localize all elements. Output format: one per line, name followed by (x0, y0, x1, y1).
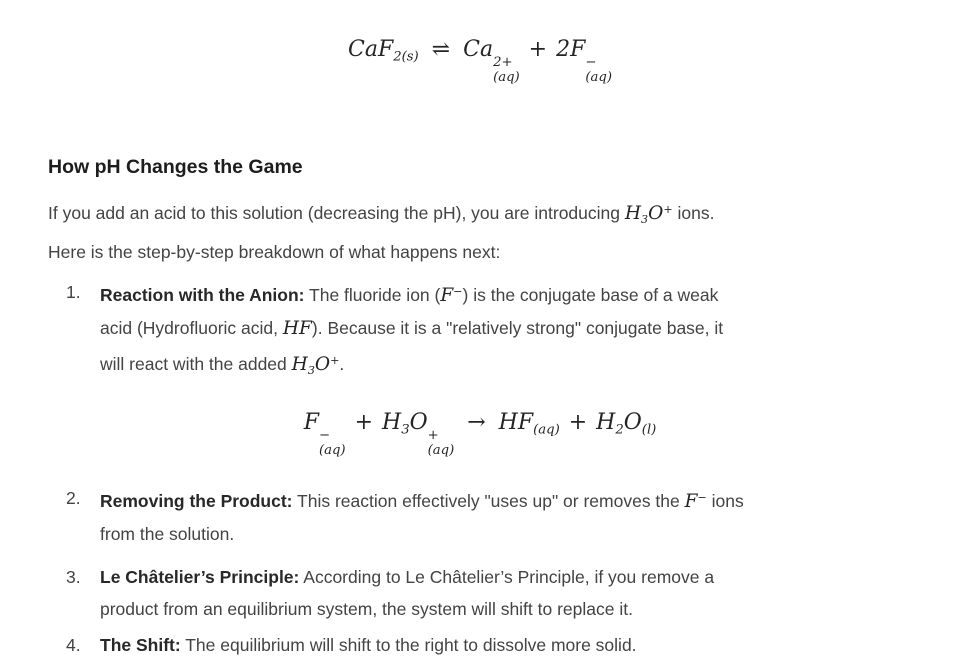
item1-line-2: acid (Hydrofluoric acid, HF). Because it is a "relatively strong" conjugate base, it (100, 317, 724, 339)
formula-fluoride-ion: F − (aq) (303, 409, 346, 459)
equilibrium-harpoons-symbol: ⇌ (431, 37, 451, 62)
reaction-arrow-symbol: → (467, 409, 486, 435)
plus-symbol: + (568, 409, 588, 435)
section-heading: How pH Changes the Game (48, 155, 303, 178)
item1-line-1: Reaction with the Anion: The fluoride ion (F−) is the conjugate base of a weak (100, 284, 719, 306)
equation-neutralization (48, 403, 912, 459)
formula-caf2: CaF$_{2(s)}$ (348, 37, 419, 65)
item4-lead: The Shift: (100, 635, 181, 656)
intro-line-1: If you add an acid to this solution (decreasing the pH), you are introducing $H_3O^+$ ions. (48, 202, 715, 226)
formula-hydronium-ion: $H_3O$ + (aq) (382, 409, 455, 459)
inline-math-hf: HF (282, 317, 312, 339)
intro-paragraph (48, 194, 912, 268)
equation-dissolution (48, 30, 912, 86)
list-item-2 (48, 482, 912, 550)
list-item-4-clipped (48, 629, 912, 661)
formula-calcium-ion: Ca 2+ (aq) (463, 37, 520, 86)
formula-fluoride-ion: 2F − (aq) (556, 37, 612, 86)
inline-math-hydronium: $H_3O^+$ (291, 353, 340, 377)
item2-lead: Removing the Product: (100, 491, 293, 512)
formula-hf: $HF_{(aq)}$ (498, 409, 560, 438)
list-item-3 (48, 561, 912, 625)
inline-math-hydronium: $H_3O^+$ (624, 202, 673, 226)
item2-line-1: Removing the Product: This reaction effectively "uses up" or removes the F− ions (100, 491, 744, 513)
item1-line-3: will react with the added $H_3O^+$. (100, 353, 345, 377)
plus-symbol: + (354, 409, 373, 435)
item4-line-1: The Shift: The equilibrium will shift to the right to dissolve more solid. (100, 635, 637, 656)
list-item-1-text (100, 276, 912, 387)
list-item-2-text (100, 482, 912, 550)
ordered-list (48, 276, 912, 661)
inline-math-fluoride: F− (684, 491, 707, 513)
list-item-1-number: 1. (66, 281, 81, 302)
list-item-1 (48, 276, 912, 387)
plus-symbol: + (528, 37, 548, 62)
list-item-2-number: 2. (66, 488, 81, 509)
list-item-4-text (100, 629, 912, 661)
item1-lead: Reaction with the Anion: (100, 284, 305, 305)
item3-lead: Le Châtelier’s Principle: (100, 567, 300, 588)
formula-water: $H_2O_{(l)}$ (596, 409, 657, 438)
list-item-3-text (100, 561, 912, 625)
list-item-4-number: 4. (66, 635, 81, 656)
intro-line-2: Here is the step-by-step breakdown of what happens next: (48, 241, 501, 262)
item2-line-2: from the solution. (100, 524, 235, 545)
item3-line-1: Le Châtelier’s Principle: According to Le Châtelier’s Principle, if you remove a (100, 567, 715, 588)
inline-math-fluoride: F− (440, 284, 463, 306)
list-item-3-number: 3. (66, 567, 81, 588)
item3-line-2: product from an equilibrium system, the system will shift to replace it. (100, 599, 633, 620)
